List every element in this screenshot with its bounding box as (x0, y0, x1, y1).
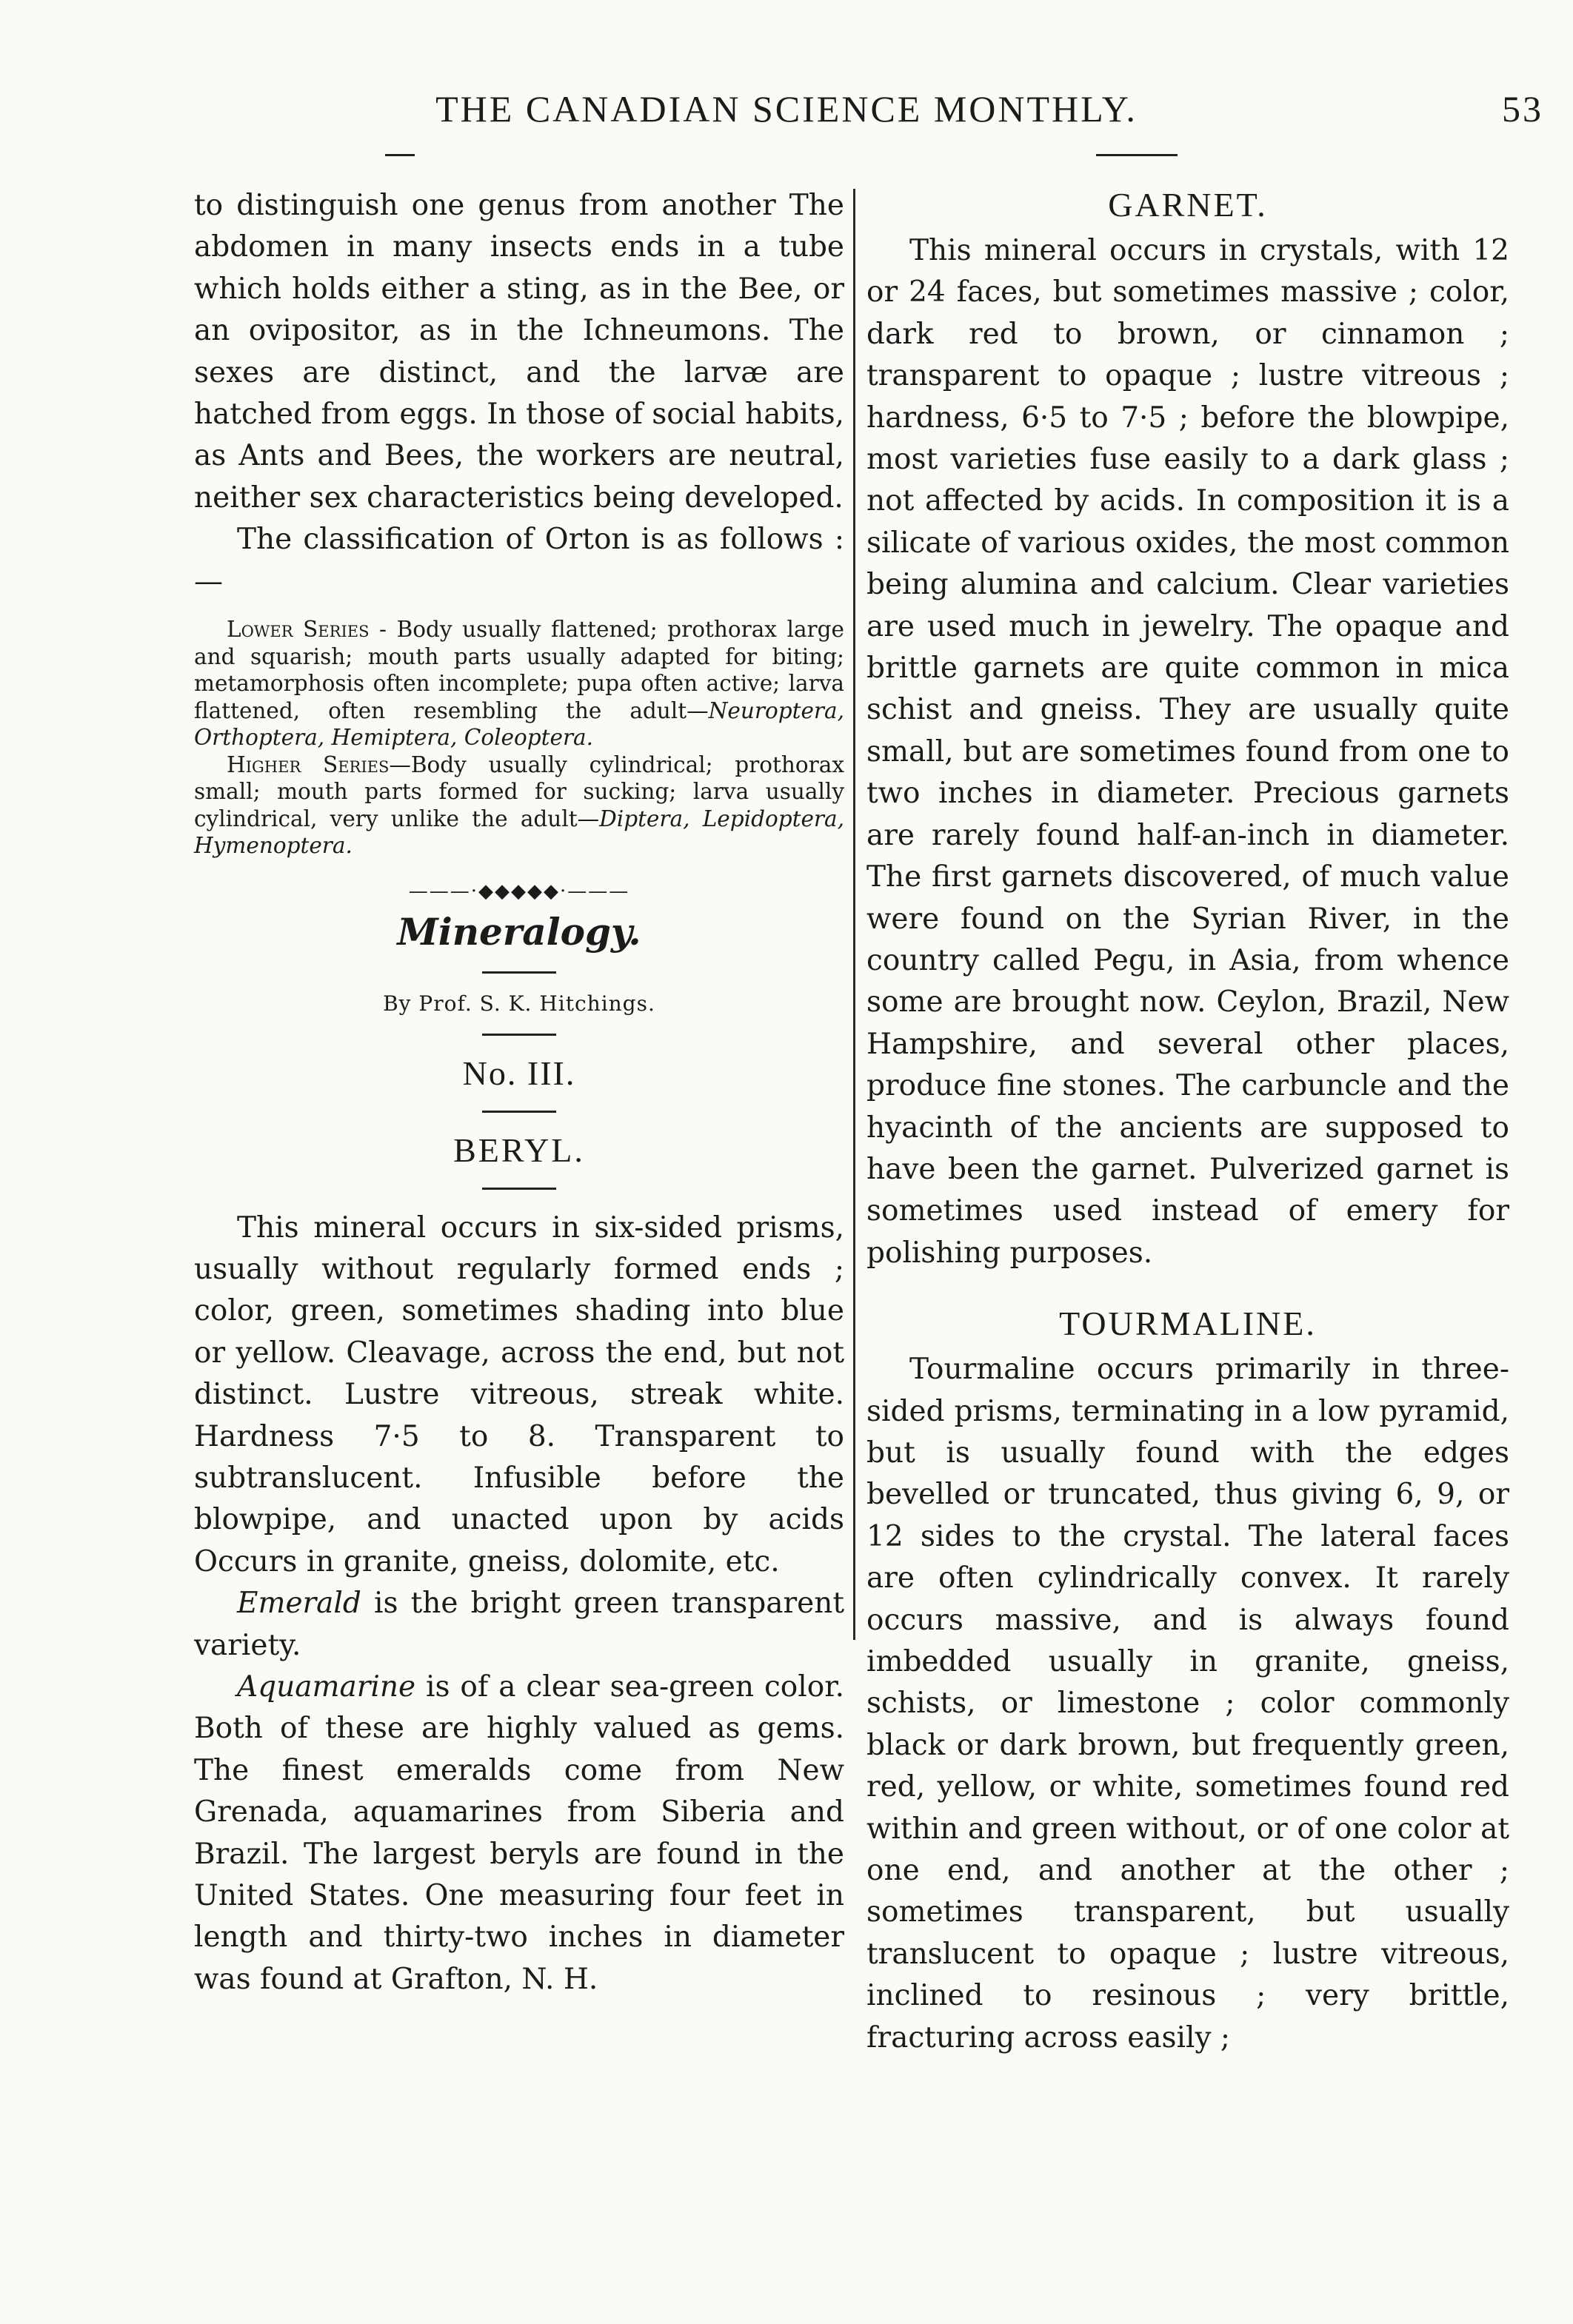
author-byline: By Prof. S. K. Hitchings. (383, 991, 655, 1016)
journal-title: THE CANADIAN SCIENCE MONTHLY. (435, 88, 1138, 130)
heading-garnet: GARNET. (1108, 186, 1268, 224)
running-header (0, 87, 1573, 147)
aquamarine-text: is of a clear sea-green color. Both of these are highly valued as gems. The finest emeralds come from New Grenada, aquamarines from Siberia and Brazil. The largest beryls are found in the United States. One measuring four feet in length and thirty-two inches in diameter was found at Grafton, N. H. (194, 1670, 844, 1996)
ornamental-separator: ———·◆◆◆◆◆·——— (408, 880, 630, 903)
short-rule (482, 1188, 556, 1190)
aquamarine-paragraph (194, 1667, 844, 2000)
heading-beryl: BERYL. (453, 1131, 585, 1169)
higher-series-paragraph (194, 751, 844, 860)
article-number: No. III. (462, 1054, 576, 1092)
tourmaline-paragraph: Tourmaline occurs primarily in three-sided prisms, terminating in a low pyramid, but is usually found with the edges bevelled or truncated, thus giving 6, 9, or 12 sides to the crystal. The lateral faces are often cylindrically convex. It rarely occurs massive, and is always found imbedded usually in granite, gneiss, schists, or limestone ; color commonly black or dark brown, but frequently green, red, yellow, or white, sometimes found red within and green without, or of one color at one end, and another at the other ; sometimes transparent, but usually translucent to opaque ; lustre vitreous, inclined to resinous ; very brittle, fracturing across easily ; (866, 1353, 1509, 2055)
garnet-paragraph: This mineral occurs in crystals, with 12 or 24 faces, but sometimes massive ; color, dark red to brown, or cinnamon ; transparent to opaque ; lustre vitreous ; hardness, 6·5 to 7·5 ; before the blowpipe, most varieties fuse easily to a dark glass ; not affected by acids. In composition it is a silicate of various oxides, the most common being alumina and calcium. Clear varieties are used much in jewelry. The opaque and brittle garnets are quite common in mica schist and gneiss. They are usually quite small, but are sometimes found from one to two inches in diameter. Precious garnets are rarely found half-an-inch in diameter. The first garnets discovered, of much value were found on the Syrian River, in the country called Pegu, in Asia, from whence some are brought now. Ceylon, Brazil, New Hampshire, and several other places, produce fine stones. The carbuncle and the hyacinth of the ancients are supposed to have been the garnet. Pulverized garnet is sometimes used instead of emery for polishing purposes. (866, 234, 1509, 1270)
beryl-paragraph: This mineral occurs in six-sided prisms, usually without regularly formed ends ; color, green, sometimes shading into blue or yellow. Cleavage, across the end, but not distinct. Lustre vitreous, streak white. Hardness 7·5 to 8. Transparent to subtranslucent. Infusible before the blowpipe, and unacted upon by acids Occurs in granite, gneiss, dolomite, etc. (194, 1210, 844, 1578)
higher-series-orders: Diptera, Lepidoptera, Hymenoptera. (194, 806, 844, 859)
section-title-mineralogy: Mineralogy. (397, 909, 641, 954)
heading-tourmaline: TOURMALINE. (1059, 1305, 1317, 1343)
higher-series-label: Higher Series (227, 751, 390, 777)
lower-series-orders: Neuroptera, Orthoptera, Hemiptera, Coleoptera. (194, 697, 844, 751)
entomology-continuation: to distinguish one genus from another The abdomen in many insects ends in a tube which holds either a sting, as in the Bee, or an ovipositor, as in the Ichneumons. The sexes are distinct, and the larvæ are hatched from eggs. In those of social habits, as Ants and Bees, the workers are neutral, neither sex characteristics being developed. (194, 189, 845, 515)
aquamarine-term: Aquamarine (237, 1670, 416, 1704)
right-column (866, 185, 1509, 2059)
section-gap (866, 1274, 1509, 1296)
header-rule-left (385, 154, 415, 156)
short-rule (482, 1034, 556, 1036)
column-divider (853, 189, 855, 1640)
higher-series-text: —Body usually cylindrical; prothorax small; mouth parts formed for sucking; larva usually cylindrical, very unlike the adult— (194, 751, 844, 831)
header-rule-right (1096, 154, 1178, 156)
lower-series-paragraph (194, 616, 844, 751)
left-column (194, 185, 844, 2000)
lower-series-text: - Body usually flattened; prothorax large and squarish; mouth parts usually adapted for biting; metamorphosis often incomplete; pupa often active; larva flattened, often resembling the adult— (194, 617, 844, 723)
emerald-text: is the bright green transparent variety. (194, 1587, 844, 1662)
page-number: 53 (1502, 88, 1543, 130)
short-rule (482, 971, 556, 974)
emerald-term: Emerald (237, 1587, 361, 1621)
emerald-paragraph (194, 1583, 844, 1667)
classification-intro: The classification of Orton is as follows :— (194, 523, 844, 598)
lower-series-label: Lower Series (227, 617, 370, 643)
short-rule (482, 1111, 556, 1113)
